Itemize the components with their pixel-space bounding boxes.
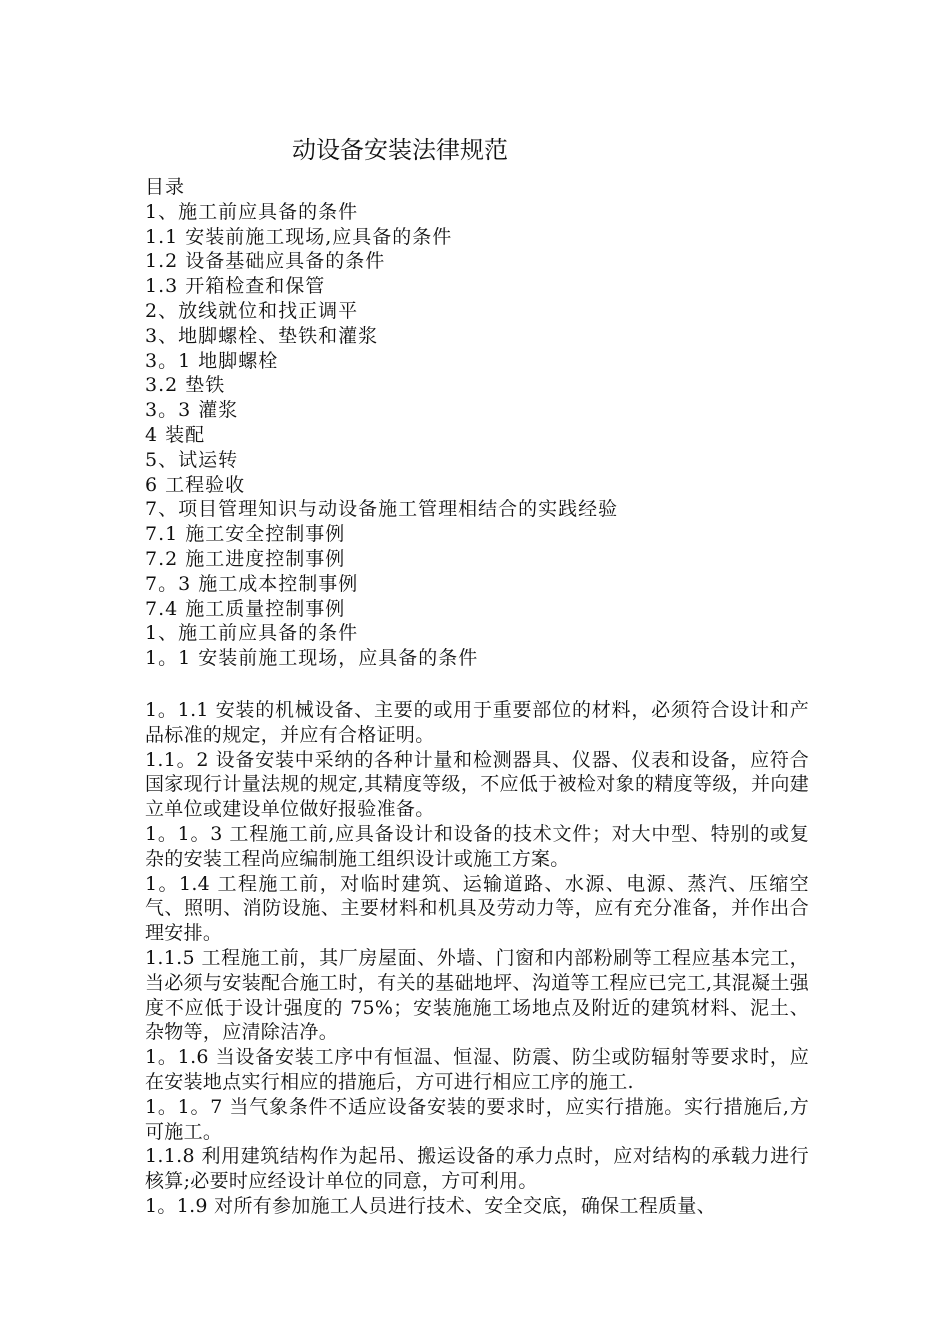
toc-item: 5、试运转 xyxy=(145,448,239,471)
toc-item: 7。3 施工成本控制事例 xyxy=(145,572,359,595)
toc-item: 3。1 地脚螺栓 xyxy=(145,349,279,372)
toc-item: 7、项目管理知识与动设备施工管理相结合的实践经验 xyxy=(145,498,619,521)
paragraph: 1。1.4 工程施工前，对临时建筑、运输道路、水源、电源、蒸汽、压缩空气、照明、消防设施、主要材料和机具及劳动力等，应有充分准备，并作出合理安排。 xyxy=(145,872,809,945)
paragraph: 1.1。2 设备安装中采纳的各种计量和检测器具、仪器、仪表和设备，应符合国家现行计量法规的规定,其精度等级，不应低于被检对象的精度等级，并向建立单位或建设单位做好报验准备。 xyxy=(145,748,809,821)
toc-item: 7.2 施工进度控制事例 xyxy=(145,547,346,570)
paragraph: 1。1.9 对所有参加施工人员进行技术、安全交底，确保工程质量、 xyxy=(145,1194,716,1217)
subsection-heading: 1。1 安装前施工现场，应具备的条件 xyxy=(145,647,479,670)
paragraph: 1.1.5 工程施工前，其厂房屋面、外墙、门窗和内部粉刷等工程应基本完工，当必须与安装配合施工时，有关的基础地坪、沟道等工程应已完工,其混凝土强度不应低于设计强度的 75%；安装施施工场地点及附近的建筑材料、泥土、杂物等，应清除洁净。 xyxy=(145,946,809,1044)
toc-item: 3.2 垫铁 xyxy=(145,374,226,397)
toc-item: 1.1 安装前施工现场,应具备的条件 xyxy=(145,225,453,248)
toc-item: 3、地脚螺栓、垫铁和灌浆 xyxy=(145,324,379,347)
toc-item: 1.3 开箱检查和保管 xyxy=(145,275,326,298)
toc-item: 3。3 灌浆 xyxy=(145,399,239,422)
toc-item: 4 装配 xyxy=(145,423,206,446)
paragraph: 1。1.6 当设备安装工序中有恒温、恒湿、防震、防尘或防辐射等要求时，应在安装地点实行相应的措施后，方可进行相应工序的施工. xyxy=(145,1046,809,1093)
body-text xyxy=(145,698,809,1219)
toc-item: 7.1 施工安全控制事例 xyxy=(145,523,346,546)
toc-item: 1、施工前应具备的条件 xyxy=(145,200,359,223)
table-of-contents xyxy=(145,175,825,671)
paragraph: 1。1。3 工程施工前,应具备设计和设备的技术文件；对大中型、特别的或复杂的安装工程尚应编制施工组织设计或施工方案。 xyxy=(145,822,809,870)
toc-heading: 目录 xyxy=(145,176,186,198)
toc-item: 2、放线就位和找正调平 xyxy=(145,299,359,322)
toc-item: 1.2 设备基础应具备的条件 xyxy=(145,250,386,273)
toc-item: 7.4 施工质量控制事例 xyxy=(145,597,346,620)
toc-item: 6 工程验收 xyxy=(145,473,246,496)
paragraph: 1。1。7 当气象条件不适应设备安装的要求时，应实行措施。实行措施后,方可施工。 xyxy=(145,1095,809,1143)
document-title: 动设备安装法律规范 xyxy=(292,136,508,164)
paragraph: 1。1.1 安装的机械设备、主要的或用于重要部位的材料，必须符合设计和产品标准的规定，并应有合格证明。 xyxy=(145,699,809,746)
section-heading: 1、施工前应具备的条件 xyxy=(145,622,359,645)
paragraph: 1.1.8 利用建筑结构作为起吊、搬运设备的承力点时，应对结构的承载力进行核算;必要时应经设计单位的同意，方可利用。 xyxy=(145,1145,809,1193)
